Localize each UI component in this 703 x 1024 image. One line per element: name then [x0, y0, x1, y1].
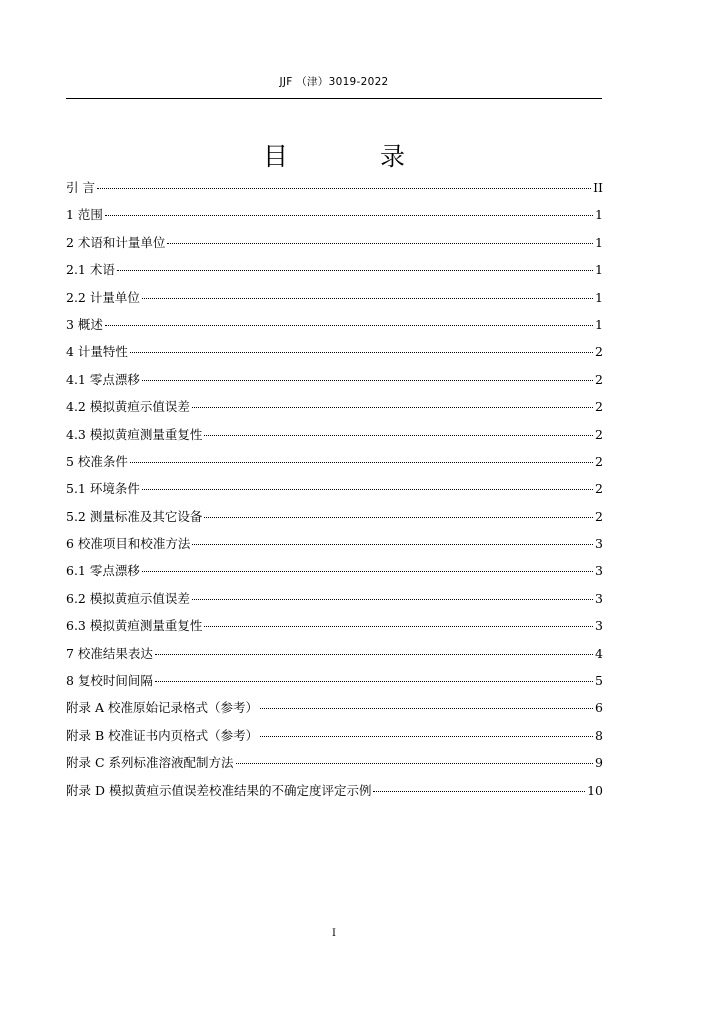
toc-dot-leader — [260, 708, 593, 709]
toc-entry-page: 2 — [595, 371, 603, 387]
toc-entry[interactable] — [66, 311, 603, 338]
toc-entry-page: 2 — [595, 344, 603, 360]
toc-entry-label: 5.1 环境条件 — [66, 481, 140, 497]
toc-entry-label: 4.1 零点漂移 — [66, 371, 140, 387]
toc-entry[interactable] — [66, 694, 603, 721]
toc-dot-leader — [236, 763, 594, 764]
toc-dot-leader — [204, 626, 593, 627]
toc-entry-label: 6.3 模拟黄疸测量重复性 — [66, 618, 203, 634]
toc-entry[interactable] — [66, 777, 603, 804]
toc-dot-leader — [192, 599, 593, 600]
toc-entry-page: 5 — [595, 673, 603, 689]
toc-entry[interactable] — [66, 338, 603, 365]
toc-entry-page: 10 — [587, 782, 603, 798]
toc-entry[interactable] — [66, 722, 603, 749]
toc-entry-page: 2 — [595, 453, 603, 469]
toc-dot-leader — [142, 489, 593, 490]
toc-entry-page: 2 — [595, 508, 603, 524]
page-number: I — [332, 928, 336, 939]
toc-entry[interactable] — [66, 256, 603, 283]
toc-dot-leader — [97, 188, 591, 189]
toc-entry-label: 附录 C 系列标准溶液配制方法 — [66, 755, 234, 771]
toc-entry[interactable] — [66, 749, 603, 776]
toc-entry-page: 1 — [595, 316, 603, 332]
toc-entry-label: 4.2 模拟黄疸示值误差 — [66, 399, 190, 415]
toc-dot-leader — [142, 380, 593, 381]
toc-entry[interactable] — [66, 393, 603, 420]
toc-entry[interactable] — [66, 201, 603, 228]
toc-dot-leader — [130, 462, 593, 463]
toc-dot-leader — [130, 352, 593, 353]
toc-entry-page: 1 — [595, 234, 603, 250]
toc-dot-leader — [105, 215, 593, 216]
toc-dot-leader — [373, 791, 585, 792]
page-header: JJF （津）3019-2022 — [279, 76, 389, 88]
toc-entry-page: 1 — [595, 289, 603, 305]
toc-dot-leader — [204, 517, 593, 518]
toc-entry[interactable] — [66, 612, 603, 639]
toc-entry[interactable] — [66, 448, 603, 475]
toc-entry-page: 3 — [595, 590, 603, 606]
toc-entry-label: 3 概述 — [66, 316, 103, 332]
toc-entry[interactable] — [66, 475, 603, 502]
toc-entry-label: 6.1 零点漂移 — [66, 563, 140, 579]
toc-entry[interactable] — [66, 174, 603, 201]
toc-entry-page: 9 — [595, 755, 603, 771]
toc-entry-page: 1 — [595, 262, 603, 278]
toc-entry-label: 5.2 测量标准及其它设备 — [66, 508, 203, 524]
toc-dot-leader — [155, 681, 593, 682]
toc-entry[interactable] — [66, 366, 603, 393]
header-rule — [66, 98, 602, 99]
toc-entry-page: 6 — [595, 700, 603, 716]
toc-entry-label: 4 计量特性 — [66, 344, 128, 360]
toc-entry-page: 2 — [595, 426, 603, 442]
toc-entry-label: 4.3 模拟黄疸测量重复性 — [66, 426, 203, 442]
toc-dot-leader — [192, 544, 593, 545]
toc-dot-leader — [167, 243, 593, 244]
toc-dot-leader — [105, 325, 593, 326]
toc-entry-label: 附录 A 校准原始记录格式（参考） — [66, 700, 258, 716]
toc-entry-label: 8 复校时间间隔 — [66, 673, 153, 689]
toc-entry[interactable] — [66, 284, 603, 311]
toc-entry-page: 1 — [595, 207, 603, 223]
toc-entry-label: 附录 D 模拟黄疸示值误差校准结果的不确定度评定示例 — [66, 782, 372, 798]
toc-entry[interactable] — [66, 421, 603, 448]
toc-entry-label: 引 言 — [66, 180, 95, 195]
toc-dot-leader — [192, 407, 593, 408]
toc-entry-label: 1 范围 — [66, 207, 103, 223]
toc-entry-page: 4 — [595, 645, 603, 661]
toc-entry-page: 8 — [595, 727, 603, 743]
toc-entry[interactable] — [66, 640, 603, 667]
toc-entry-page: 2 — [595, 481, 603, 497]
toc-entry-label: 附录 B 校准证书内页格式（参考） — [66, 727, 259, 743]
toc-dot-leader — [142, 571, 593, 572]
toc-dot-leader — [260, 736, 593, 737]
toc-dot-leader — [117, 270, 593, 271]
toc-entry[interactable] — [66, 585, 603, 612]
toc-title: 目 录 — [263, 142, 447, 171]
toc-entry-page: II — [593, 180, 603, 195]
toc-entry-label: 2.1 术语 — [66, 262, 115, 278]
toc-entry-label: 2 术语和计量单位 — [66, 234, 166, 250]
table-of-contents — [66, 174, 603, 804]
toc-dot-leader — [204, 435, 593, 436]
toc-entry[interactable] — [66, 229, 603, 256]
toc-entry-label: 5 校准条件 — [66, 453, 128, 469]
toc-entry-label: 7 校准结果表达 — [66, 645, 153, 661]
toc-dot-leader — [155, 654, 593, 655]
toc-entry[interactable] — [66, 503, 603, 530]
toc-entry-label: 6 校准项目和校准方法 — [66, 536, 191, 552]
toc-entry[interactable] — [66, 530, 603, 557]
toc-entry-page: 3 — [595, 536, 603, 552]
toc-entry[interactable] — [66, 667, 603, 694]
toc-entry-label: 6.2 模拟黄疸示值误差 — [66, 590, 190, 606]
toc-entry[interactable] — [66, 557, 603, 584]
toc-entry-page: 2 — [595, 399, 603, 415]
toc-entry-label: 2.2 计量单位 — [66, 289, 140, 305]
toc-dot-leader — [142, 298, 593, 299]
toc-entry-page: 3 — [595, 563, 603, 579]
toc-entry-page: 3 — [595, 618, 603, 634]
